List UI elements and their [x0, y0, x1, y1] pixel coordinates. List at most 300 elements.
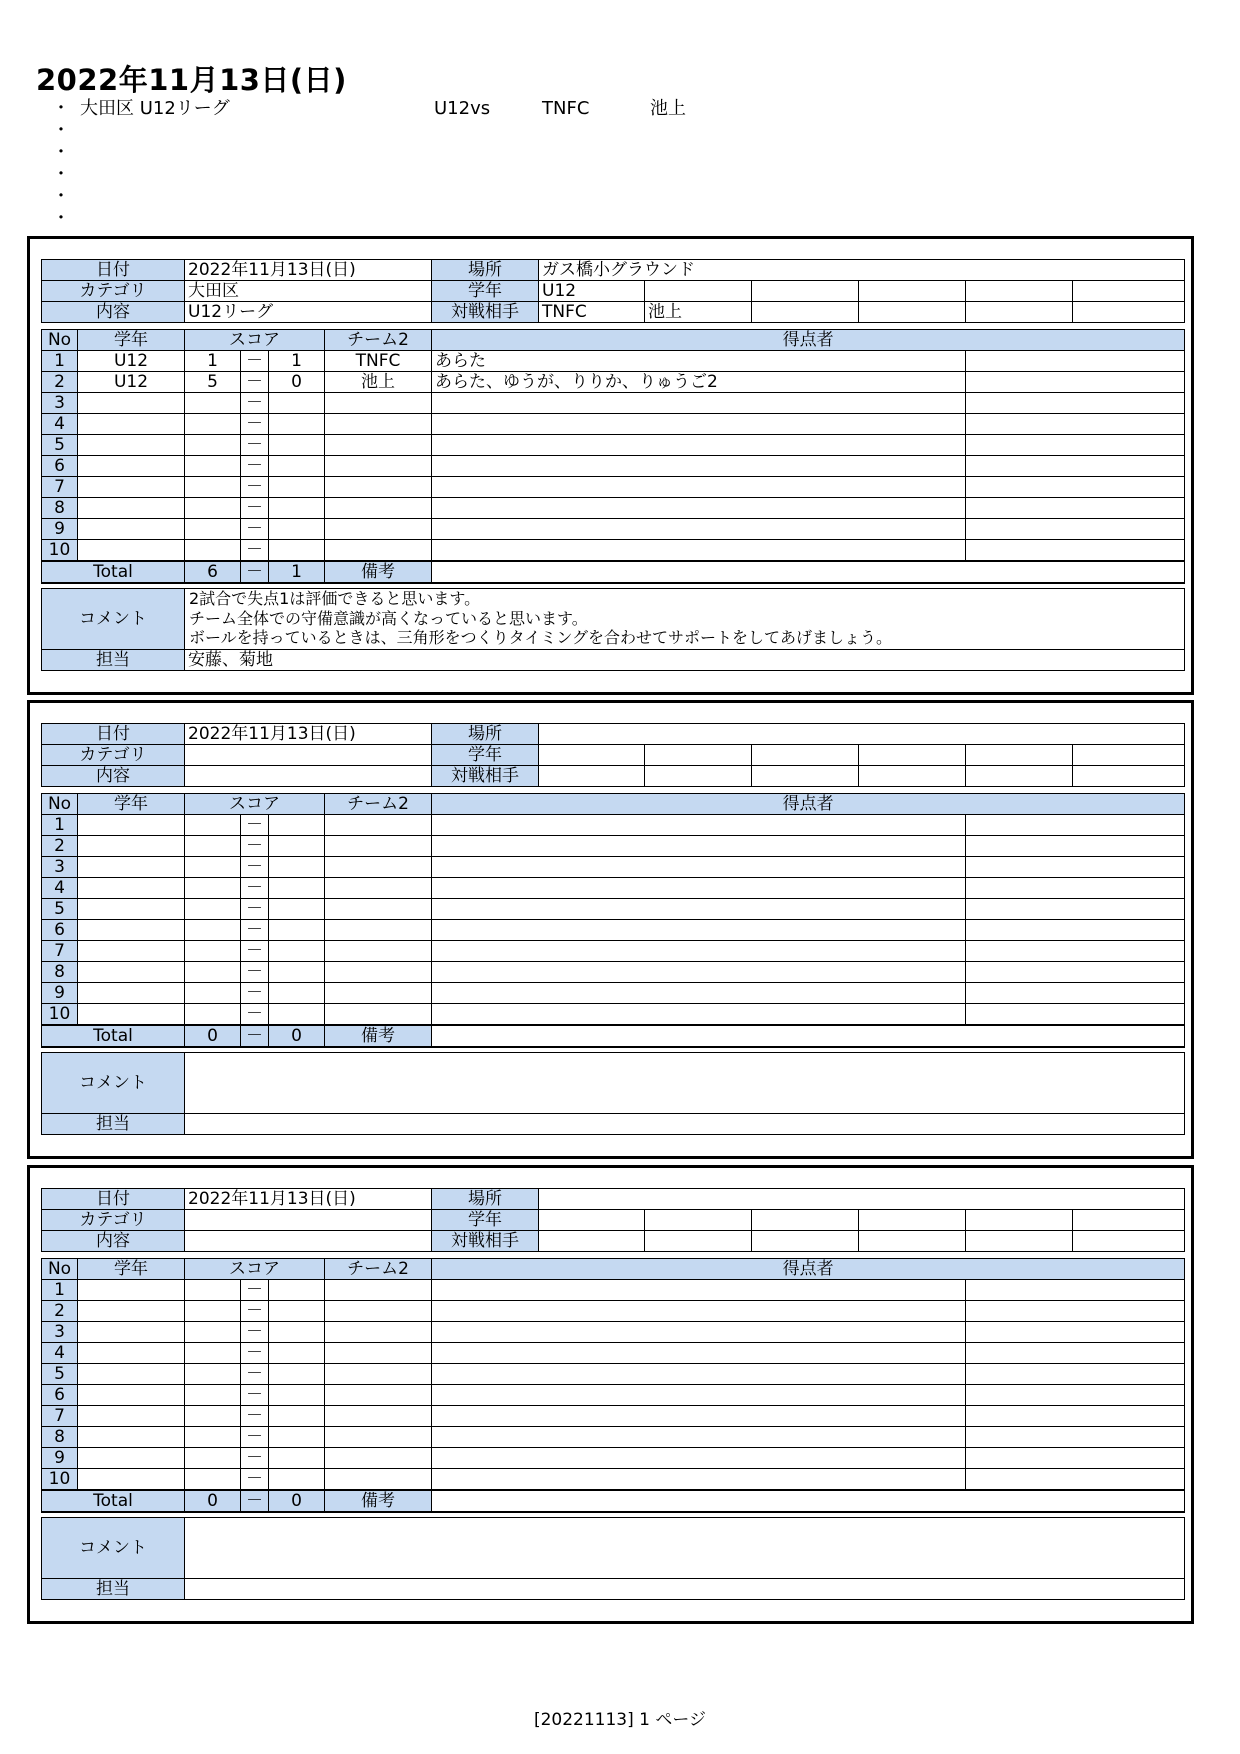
- row-score-home: [185, 540, 241, 562]
- date-value: 2022年11月13日(日): [185, 724, 432, 745]
- row-grade: [78, 477, 185, 498]
- row-team2: [325, 815, 432, 836]
- row-score-away: 1: [269, 351, 325, 372]
- bullet-icon: ・: [52, 120, 70, 141]
- staff-label: 担当: [42, 1579, 185, 1600]
- table-row: [42, 1469, 1185, 1491]
- row-extra: [966, 1280, 1185, 1301]
- row-grade: [78, 1469, 185, 1491]
- opponent-extra: [859, 1231, 966, 1252]
- remarks-label: 備考: [325, 1490, 432, 1512]
- row-scorers: [432, 1364, 966, 1385]
- row-score-away: [269, 1448, 325, 1469]
- row-scorers: [432, 920, 966, 941]
- row-team2: [325, 983, 432, 1004]
- row-score-away: [269, 1385, 325, 1406]
- row-extra: [966, 1343, 1185, 1364]
- row-score-dash: －: [241, 1301, 269, 1322]
- total-away: 1: [269, 561, 325, 583]
- opponent-extra: [752, 766, 859, 787]
- row-team2: [325, 414, 432, 435]
- row-number: 2: [42, 836, 78, 857]
- content-label: 内容: [42, 302, 185, 323]
- row-grade: [78, 962, 185, 983]
- row-score-away: [269, 1406, 325, 1427]
- match-record-block: [27, 236, 1194, 695]
- staff-value: 安藤、菊地: [185, 650, 1185, 671]
- grade-header: 学年: [78, 330, 185, 351]
- row-score-dash: －: [241, 899, 269, 920]
- table-row: [42, 983, 1185, 1004]
- row-score-home: [185, 1364, 241, 1385]
- row-team2: [325, 1406, 432, 1427]
- row-number: 10: [42, 540, 78, 562]
- comment-line: ボールを持っているときは、三角形をつくりタイミングを合わせてサポートをしてあげましょう。: [189, 628, 893, 647]
- row-score-dash: －: [241, 1385, 269, 1406]
- row-grade: [78, 540, 185, 562]
- row-score-dash: －: [241, 1406, 269, 1427]
- row-scorers: [432, 1322, 966, 1343]
- grade-extra: [859, 745, 966, 766]
- row-team2: [325, 519, 432, 540]
- row-scorers: [432, 941, 966, 962]
- total-label: Total: [42, 1025, 185, 1047]
- grade-extra: [966, 745, 1073, 766]
- row-score-home: [185, 1004, 241, 1026]
- opponent-extra: [859, 766, 966, 787]
- row-score-home: [185, 1343, 241, 1364]
- table-row: [42, 456, 1185, 477]
- row-scorers: [432, 477, 966, 498]
- place-label: 場所: [432, 1189, 539, 1210]
- row-number: 6: [42, 1385, 78, 1406]
- row-grade: [78, 1004, 185, 1026]
- row-extra: [966, 962, 1185, 983]
- row-score-dash: －: [241, 540, 269, 562]
- row-score-dash: －: [241, 372, 269, 393]
- date-label: 日付: [42, 724, 185, 745]
- row-grade: [78, 393, 185, 414]
- row-scorers: [432, 899, 966, 920]
- row-scorers: あらた: [432, 351, 966, 372]
- total-away: 0: [269, 1025, 325, 1047]
- row-score-dash: －: [241, 962, 269, 983]
- staff-value: [185, 1114, 1185, 1135]
- row-number: 8: [42, 498, 78, 519]
- grade-label: 学年: [432, 281, 539, 302]
- row-score-home: [185, 1322, 241, 1343]
- row-score-home: [185, 393, 241, 414]
- row-score-dash: －: [241, 1343, 269, 1364]
- row-score-dash: －: [241, 1322, 269, 1343]
- row-team2: [325, 393, 432, 414]
- row-score-away: [269, 519, 325, 540]
- row-score-dash: －: [241, 857, 269, 878]
- row-score-dash: －: [241, 456, 269, 477]
- grade-label: 学年: [432, 745, 539, 766]
- row-number: 6: [42, 920, 78, 941]
- row-extra: [966, 941, 1185, 962]
- grade-value: U12: [539, 281, 645, 302]
- total-label: Total: [42, 561, 185, 583]
- row-number: 3: [42, 393, 78, 414]
- row-team2: [325, 435, 432, 456]
- row-grade: [78, 1448, 185, 1469]
- row-score-dash: －: [241, 920, 269, 941]
- row-score-away: [269, 456, 325, 477]
- table-row: [42, 1448, 1185, 1469]
- scorers-header: 得点者: [432, 330, 1185, 351]
- bullet-icon: ・: [52, 142, 70, 163]
- total-label: Total: [42, 1490, 185, 1512]
- row-score-dash: －: [241, 351, 269, 372]
- row-score-home: [185, 983, 241, 1004]
- summary-grade: U12vs: [434, 98, 491, 119]
- table-row: [42, 1004, 1185, 1026]
- row-team2: [325, 477, 432, 498]
- row-grade: [78, 456, 185, 477]
- row-extra: [966, 540, 1185, 562]
- row-score-away: 0: [269, 372, 325, 393]
- row-number: 3: [42, 857, 78, 878]
- row-grade: [78, 1301, 185, 1322]
- row-number: 5: [42, 1364, 78, 1385]
- row-score-home: [185, 878, 241, 899]
- row-score-home: [185, 857, 241, 878]
- table-row: [42, 878, 1185, 899]
- row-score-away: [269, 1343, 325, 1364]
- bullet-icon: ・: [52, 98, 70, 119]
- row-extra: [966, 1322, 1185, 1343]
- grade-header: 学年: [78, 1259, 185, 1280]
- table-row: [42, 540, 1185, 562]
- row-scorers: [432, 540, 966, 562]
- row-scorers: [432, 1448, 966, 1469]
- total-dash: －: [241, 1025, 269, 1047]
- content-label: 内容: [42, 1231, 185, 1252]
- row-extra: [966, 498, 1185, 519]
- row-scorers: [432, 1280, 966, 1301]
- opponent-value: [539, 766, 645, 787]
- opponent-extra: [752, 1231, 859, 1252]
- row-extra: [966, 372, 1185, 393]
- row-score-home: [185, 519, 241, 540]
- row-scorers: [432, 983, 966, 1004]
- row-number: 6: [42, 456, 78, 477]
- table-row: [42, 941, 1185, 962]
- row-score-away: [269, 920, 325, 941]
- row-score-dash: －: [241, 1469, 269, 1491]
- row-grade: [78, 1343, 185, 1364]
- row-number: 5: [42, 899, 78, 920]
- row-grade: [78, 498, 185, 519]
- grade-extra: [859, 281, 966, 302]
- row-number: 8: [42, 1427, 78, 1448]
- table-row: [42, 519, 1185, 540]
- row-number: 10: [42, 1469, 78, 1491]
- row-extra: [966, 836, 1185, 857]
- row-grade: [78, 815, 185, 836]
- row-score-dash: －: [241, 519, 269, 540]
- table-row: [42, 393, 1185, 414]
- row-extra: [966, 435, 1185, 456]
- opponent-extra: [966, 302, 1073, 323]
- row-score-dash: －: [241, 1427, 269, 1448]
- grade-extra: [752, 1210, 859, 1231]
- remarks-label: 備考: [325, 561, 432, 583]
- row-scorers: [432, 878, 966, 899]
- row-scorers: [432, 857, 966, 878]
- team2-header: チーム2: [325, 330, 432, 351]
- comment-value: [185, 589, 1185, 650]
- table-row: [42, 962, 1185, 983]
- opponent-value: [645, 1231, 752, 1252]
- row-grade: [78, 414, 185, 435]
- row-extra: [966, 477, 1185, 498]
- row-score-dash: －: [241, 1364, 269, 1385]
- row-number: 9: [42, 983, 78, 1004]
- row-grade: [78, 1364, 185, 1385]
- row-number: 3: [42, 1322, 78, 1343]
- opponent-extra: [1073, 302, 1185, 323]
- row-team2: [325, 1343, 432, 1364]
- row-number: 4: [42, 878, 78, 899]
- row-score-dash: －: [241, 1004, 269, 1026]
- table-row: [42, 435, 1185, 456]
- row-team2: [325, 941, 432, 962]
- row-grade: [78, 857, 185, 878]
- row-score-home: [185, 815, 241, 836]
- table-row: [42, 1427, 1185, 1448]
- date-value: 2022年11月13日(日): [185, 1189, 432, 1210]
- category-value: [185, 745, 432, 766]
- page-footer: [20221113] 1 ページ: [533, 1710, 707, 1730]
- row-team2: [325, 1385, 432, 1406]
- row-number: 2: [42, 1301, 78, 1322]
- row-score-dash: －: [241, 878, 269, 899]
- place-value: [539, 724, 1185, 745]
- row-team2: 池上: [325, 372, 432, 393]
- opponent-extra: [1073, 1231, 1185, 1252]
- row-score-away: [269, 1427, 325, 1448]
- table-row: [42, 899, 1185, 920]
- opponent-value: TNFC: [539, 302, 645, 323]
- row-score-dash: －: [241, 1448, 269, 1469]
- row-score-away: [269, 1364, 325, 1385]
- grade-value: [539, 745, 645, 766]
- row-scorers: [432, 1004, 966, 1026]
- row-extra: [966, 899, 1185, 920]
- row-team2: [325, 1322, 432, 1343]
- bullet-icon: ・: [52, 208, 70, 229]
- row-team2: [325, 899, 432, 920]
- match-record-block: [27, 1165, 1194, 1624]
- remarks-value: [432, 1025, 1185, 1047]
- grade-extra: [645, 281, 752, 302]
- category-label: カテゴリ: [42, 745, 185, 766]
- table-row: [42, 372, 1185, 393]
- row-extra: [966, 1301, 1185, 1322]
- content-value: [185, 766, 432, 787]
- row-team2: [325, 1301, 432, 1322]
- row-extra: [966, 1469, 1185, 1491]
- row-number: 4: [42, 414, 78, 435]
- row-score-home: [185, 941, 241, 962]
- no-header: No: [42, 1259, 78, 1280]
- row-number: 9: [42, 1448, 78, 1469]
- comment-label: コメント: [42, 1518, 185, 1579]
- staff-value: [185, 1579, 1185, 1600]
- content-value: U12リーグ: [185, 302, 432, 323]
- grade-label: 学年: [432, 1210, 539, 1231]
- match-record-block: [27, 700, 1194, 1159]
- row-extra: [966, 456, 1185, 477]
- scorers-header: 得点者: [432, 794, 1185, 815]
- table-row: [42, 498, 1185, 519]
- row-score-home: [185, 1301, 241, 1322]
- scorers-header: 得点者: [432, 1259, 1185, 1280]
- row-score-away: [269, 414, 325, 435]
- total-home: 0: [185, 1025, 241, 1047]
- row-scorers: [432, 519, 966, 540]
- row-extra: [966, 1364, 1185, 1385]
- score-header: スコア: [185, 794, 325, 815]
- total-home: 0: [185, 1490, 241, 1512]
- row-score-away: [269, 435, 325, 456]
- grade-extra: [1073, 281, 1185, 302]
- grade-extra: [966, 281, 1073, 302]
- grade-extra: [1073, 745, 1185, 766]
- row-scorers: [432, 414, 966, 435]
- table-row: [42, 815, 1185, 836]
- row-score-away: [269, 1004, 325, 1026]
- row-score-dash: －: [241, 477, 269, 498]
- comment-label: コメント: [42, 589, 185, 650]
- opponent-label: 対戦相手: [432, 302, 539, 323]
- row-scorers: [432, 498, 966, 519]
- row-scorers: [432, 962, 966, 983]
- date-label: 日付: [42, 260, 185, 281]
- row-grade: U12: [78, 351, 185, 372]
- remarks-value: [432, 1490, 1185, 1512]
- row-score-dash: －: [241, 983, 269, 1004]
- row-scorers: [432, 456, 966, 477]
- place-value: ガス橋小グラウンド: [539, 260, 1185, 281]
- row-number: 9: [42, 519, 78, 540]
- row-score-home: 5: [185, 372, 241, 393]
- row-grade: U12: [78, 372, 185, 393]
- row-team2: [325, 878, 432, 899]
- table-row: [42, 920, 1185, 941]
- row-scorers: [432, 815, 966, 836]
- row-score-away: [269, 962, 325, 983]
- match-record-table: [41, 723, 1185, 1135]
- row-grade: [78, 1280, 185, 1301]
- row-score-home: [185, 414, 241, 435]
- row-grade: [78, 435, 185, 456]
- team2-header: チーム2: [325, 1259, 432, 1280]
- row-score-home: [185, 1385, 241, 1406]
- row-scorers: あらた、ゆうが、りりか、りゅうご2: [432, 372, 966, 393]
- row-score-away: [269, 857, 325, 878]
- staff-label: 担当: [42, 650, 185, 671]
- total-dash: －: [241, 561, 269, 583]
- row-team2: [325, 540, 432, 562]
- row-score-home: [185, 920, 241, 941]
- table-row: [42, 477, 1185, 498]
- comment-label: コメント: [42, 1053, 185, 1114]
- summary-opponent: TNFC: [542, 98, 590, 119]
- row-score-home: [185, 962, 241, 983]
- row-score-away: [269, 477, 325, 498]
- row-grade: [78, 1385, 185, 1406]
- row-number: 2: [42, 372, 78, 393]
- row-grade: [78, 1406, 185, 1427]
- row-extra: [966, 920, 1185, 941]
- row-score-away: [269, 899, 325, 920]
- row-score-home: [185, 836, 241, 857]
- page-title: 2022年11月13日(日): [36, 63, 347, 97]
- row-score-away: [269, 836, 325, 857]
- row-team2: [325, 920, 432, 941]
- row-score-dash: －: [241, 1280, 269, 1301]
- category-label: カテゴリ: [42, 281, 185, 302]
- row-extra: [966, 414, 1185, 435]
- row-extra: [966, 1448, 1185, 1469]
- bullet-icon: ・: [52, 186, 70, 207]
- row-score-away: [269, 1469, 325, 1491]
- date-value: 2022年11月13日(日): [185, 260, 432, 281]
- place-label: 場所: [432, 724, 539, 745]
- row-team2: [325, 498, 432, 519]
- opponent-extra: [1073, 766, 1185, 787]
- grade-extra: [1073, 1210, 1185, 1231]
- bullet-icon: ・: [52, 164, 70, 185]
- date-label: 日付: [42, 1189, 185, 1210]
- row-number: 7: [42, 1406, 78, 1427]
- row-scorers: [432, 1469, 966, 1491]
- table-row: [42, 1406, 1185, 1427]
- row-score-home: [185, 899, 241, 920]
- match-record-table: [41, 259, 1185, 671]
- row-team2: [325, 962, 432, 983]
- row-scorers: [432, 393, 966, 414]
- row-score-dash: －: [241, 435, 269, 456]
- table-row: [42, 414, 1185, 435]
- row-team2: [325, 1364, 432, 1385]
- table-row: [42, 1322, 1185, 1343]
- row-score-home: [185, 1406, 241, 1427]
- grade-extra: [645, 745, 752, 766]
- score-header: スコア: [185, 330, 325, 351]
- table-row: [42, 1343, 1185, 1364]
- row-scorers: [432, 435, 966, 456]
- table-row: [42, 1385, 1185, 1406]
- row-grade: [78, 519, 185, 540]
- row-score-away: [269, 498, 325, 519]
- row-score-away: [269, 540, 325, 562]
- grade-extra: [859, 1210, 966, 1231]
- row-score-home: [185, 498, 241, 519]
- content-label: 内容: [42, 766, 185, 787]
- opponent-value: [539, 1231, 645, 1252]
- row-grade: [78, 1427, 185, 1448]
- row-extra: [966, 1406, 1185, 1427]
- row-score-away: [269, 878, 325, 899]
- row-scorers: [432, 1406, 966, 1427]
- row-grade: [78, 941, 185, 962]
- row-team2: TNFC: [325, 351, 432, 372]
